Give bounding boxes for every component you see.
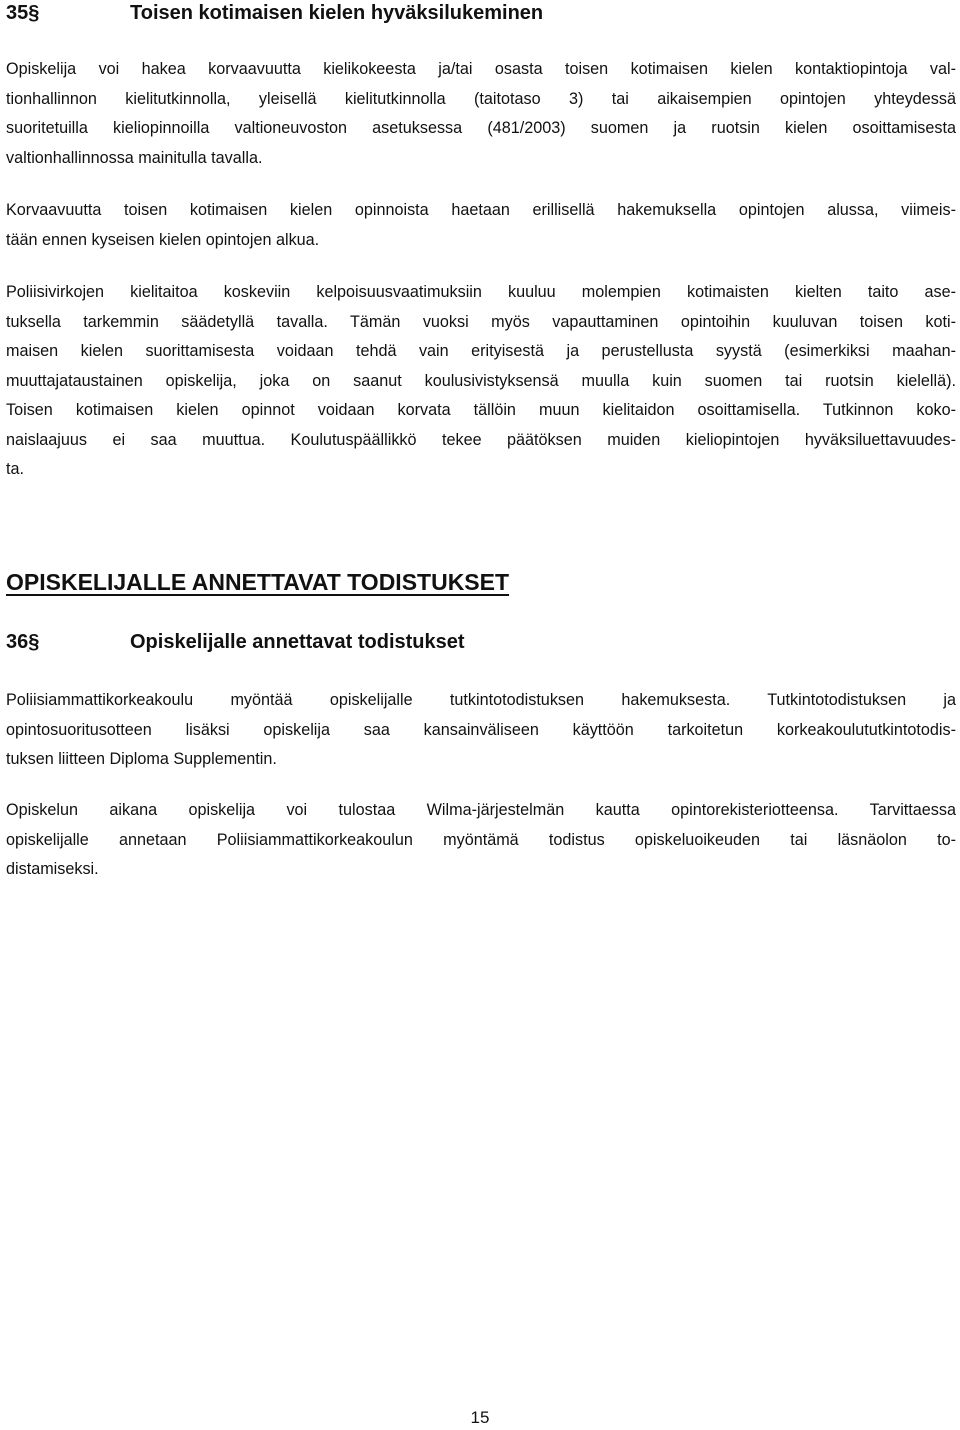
text-line: Opiskelija voi hakea korvaavuutta kielikokeesta ja/tai osasta toisen kotimaisen kielen kontaktiopintoja val- (6, 60, 956, 78)
text-line: muuttajataustainen opiskelija, joka on saanut koulusivistyksensä muulla kuin suomen tai ruotsin kielellä). (6, 371, 956, 390)
text-line: maisen kielen suorittamisesta voidaan tehdä vain erityisestä ja perustellusta syystä (esimerkiksi maahan- (6, 342, 956, 360)
text-line: tuksella tarkemmin säädetyllä tavalla. Tämän vuoksi myös vapauttaminen opintoihin kuuluvan toisen koti- (6, 312, 956, 331)
page-number: 15 (470, 1408, 490, 1427)
paragraph (6, 686, 956, 775)
paragraph (6, 796, 956, 885)
section-title: Opiskelijalle annettavat todistukset (130, 631, 465, 653)
text-line: tionhallinnon kielitutkinnolla, yleisellä kielitutkinnolla (taitotaso 3) tai aikaisempien opintojen yhteydessä (6, 89, 956, 108)
text-line: opiskelijalle annetaan Poliisiammattikorkeakoulun myöntämä todistus opiskeluoikeuden tai läsnäolon to- (6, 830, 956, 849)
paragraph (6, 278, 956, 485)
text-line: Poliisiammattikorkeakoulu myöntää opiskelijalle tutkintotodistuksen hakemuksesta. Tutkintotodistuksen ja (6, 691, 956, 709)
text-line: ta. (6, 460, 24, 478)
text-line: Toisen kotimaisen kielen opinnot voidaan korvata tällöin muun kielitaidon osoittamisella. Tutkinnon koko- (6, 401, 956, 419)
text-line: valtionhallinnossa mainitulla tavalla. (6, 148, 263, 167)
section-35-heading (6, 1, 543, 25)
text-line: suoritetuilla kieliopinnoilla valtioneuvoston asetuksessa (481/2003) suomen ja ruotsin kielen osoittamisesta (6, 119, 956, 137)
section-title: Toisen kotimaisen kielen hyväksilukeminen (130, 2, 544, 24)
section-number: 35§ (6, 2, 40, 24)
text-line: naislaajuus ei saa muuttua. Koulutuspäällikkö tekee päätöksen muiden kieliopintojen hyväksiluettavuudes- (6, 430, 956, 449)
text-line: Poliisivirkojen kielitaitoa koskeviin kelpoisuusvaatimuksiin kuuluu molempien kotimaisten kielten taito ase- (6, 283, 956, 301)
text-line: tään ennen kyseisen kielen opintojen alkua. (6, 230, 320, 249)
text-line: tuksen liitteen Diploma Supplementin. (6, 750, 277, 768)
text-line: Opiskelun aikana opiskelija voi tulostaa Wilma-järjestelmän kautta opintorekisteriotteensa. Tarvittaessa (6, 801, 956, 819)
main-heading: OPISKELIJALLE ANNETTAVAT TODISTUKSET (6, 569, 510, 595)
text-line: distamiseksi. (6, 860, 99, 878)
text-line: opintosuoritusotteen lisäksi opiskelija saa kansainväliseen käyttöön tarkoitetun korkeakoulututkintotodis- (6, 720, 956, 739)
section-number: 36§ (6, 631, 40, 653)
paragraph (6, 55, 956, 173)
section-36-heading (6, 630, 465, 654)
paragraph (6, 196, 956, 255)
text-line: Korvaavuutta toisen kotimaisen kielen opinnoista haetaan erillisellä hakemuksella opintojen alussa, viimeis- (6, 201, 956, 219)
